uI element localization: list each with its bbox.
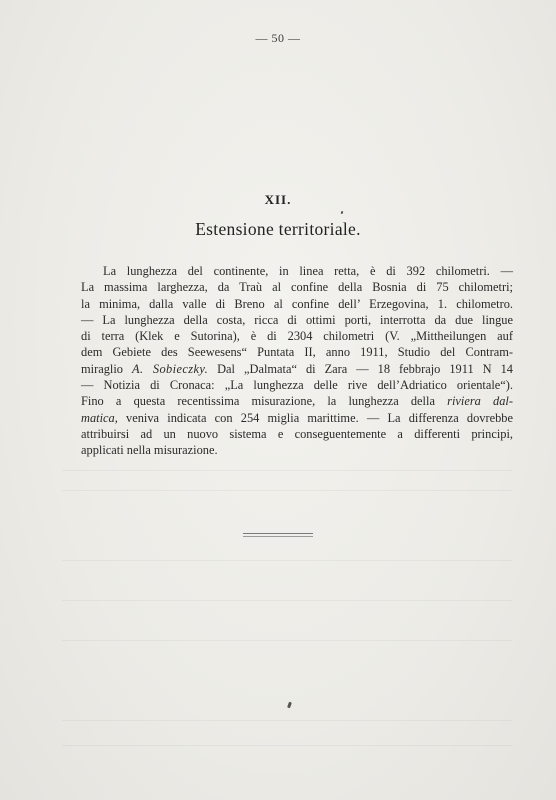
text-line-4: — La lunghezza della costa, ricca di ottimi porti, interrotta da due lingue [81,312,513,327]
bleed-through-line [62,720,512,721]
text-line-11: attribuirsi ad un nuovo sistema e conseguentemente a differenti principi, [81,426,513,441]
ink-speck [341,211,344,215]
text-line-7-start: miraglio [81,361,123,376]
text-line-10-end: veniva indicata con 254 miglia marittime. — La differenza dovrebbe [126,410,513,425]
text-line-3: la minima, dalla valle di Breno al confine dell’ Erzegovina, 1. chilometro. [81,296,513,311]
bleed-through-line [62,600,512,601]
text-line-9 [81,393,513,409]
bleed-through-line [62,560,512,561]
bleed-through-line [62,745,512,746]
matica-italic: matica, [81,410,118,425]
text-line-6: dem Gebiete des Seewesens“ Puntata II, anno 1911, Studio del Contram- [81,345,513,360]
bleed-through-line [62,470,512,471]
page-number: — 50 — [255,31,301,45]
text-line-9-start: Fino a questa recentissima misurazione, la lunghezza della [81,394,435,409]
section-divider [243,533,313,534]
bleed-through-line [62,490,512,491]
chapter-number: XII. [264,192,292,207]
text-line-5: di terra (Klek e Sutorina), è di 2304 chilometri (V. „Mittheilungen auf [81,329,513,344]
text-line-10 [81,410,513,426]
author-name-italic: A. Sobieczky. [131,361,209,376]
text-line-2: La massima larghezza, da Traù al confine della Bosnia di 75 chilometri; [81,280,513,295]
text-line-8: — Notizia di Cronaca: „La lunghezza delle rive dell’Adriatico orientale“). [81,378,513,393]
text-line-7-end: Dal „Dalmata“ di Zara — 18 febbrajo 1911 N 14 [217,361,513,376]
riviera-italic: riviera dal- [447,394,514,409]
body-paragraph [81,263,513,459]
text-line-12: applicati nella misurazione. [81,443,218,458]
text-line-1: La lunghezza del continente, in linea retta, è di 392 chilometri. — [103,264,513,278]
chapter-title: Estensione territoriale. [195,219,361,239]
bleed-through-line [62,640,512,641]
ink-speck [287,702,292,709]
text-line-7 [81,361,513,377]
